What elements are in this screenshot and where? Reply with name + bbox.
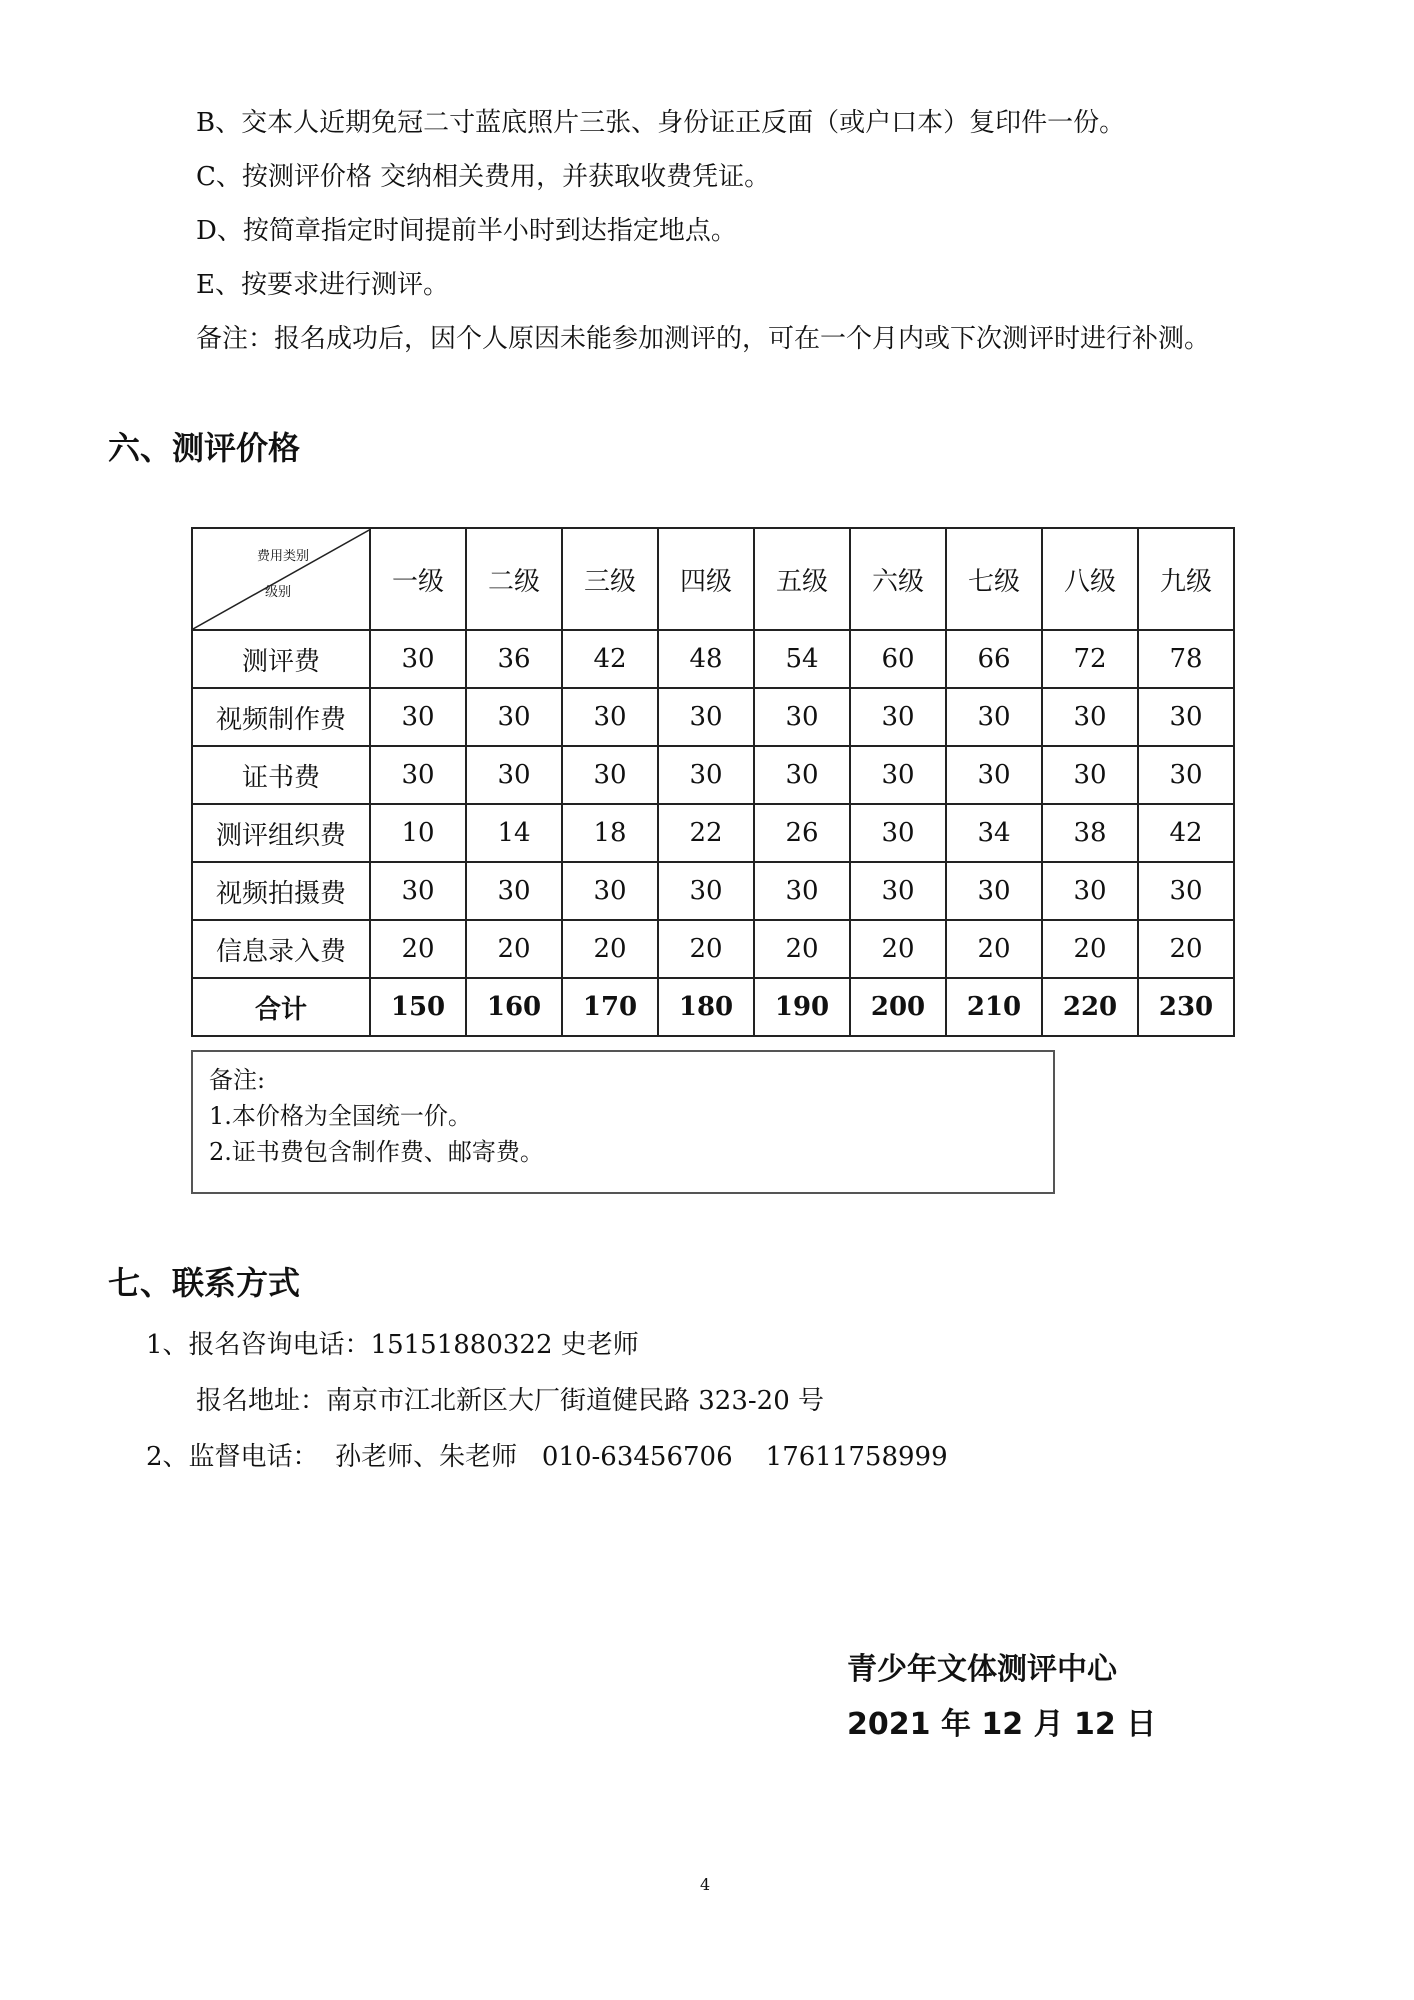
- table-cell: 160: [466, 978, 562, 1036]
- requirement-b: B、交本人近期免冠二寸蓝底照片三张、身份证正反面（或户口本）复印件一份。: [196, 108, 1126, 138]
- contact-address: 报名地址：南京市江北新区大厂街道健民路 323-20 号: [196, 1386, 825, 1416]
- notes-item: 2.证书费包含制作费、邮寄费。: [209, 1138, 544, 1166]
- table-cell: 30: [850, 746, 946, 804]
- table-cell: 20: [658, 920, 754, 978]
- table-cell: 20: [946, 920, 1042, 978]
- table-cell: 180: [658, 978, 754, 1036]
- table-row: [192, 746, 1234, 804]
- table-cell: 38: [1042, 804, 1138, 862]
- requirement-d: D、按简章指定时间提前半小时到达指定地点。: [196, 216, 737, 246]
- table-cell: 20: [1042, 920, 1138, 978]
- level-header: 八级: [1042, 528, 1138, 630]
- table-cell: 30: [1138, 862, 1234, 920]
- price-notes-box: [191, 1050, 1055, 1194]
- section-6-title: 六、测评价格: [108, 429, 301, 467]
- table-cell: 230: [1138, 978, 1234, 1036]
- table-cell: 20: [562, 920, 658, 978]
- table-cell: 200: [850, 978, 946, 1036]
- level-header: 一级: [370, 528, 466, 630]
- table-cell: 30: [946, 688, 1042, 746]
- table-cell: 30: [466, 746, 562, 804]
- supervision-phone: 2、监督电话： 孙老师、朱老师 010-63456706 17611758999: [146, 1442, 948, 1472]
- table-cell: 72: [1042, 630, 1138, 688]
- table-row: [192, 804, 1234, 862]
- table-cell: 30: [466, 688, 562, 746]
- level-header: 九级: [1138, 528, 1234, 630]
- table-cell: 30: [370, 688, 466, 746]
- table-cell: 78: [1138, 630, 1234, 688]
- table-cell: 30: [1042, 688, 1138, 746]
- table-cell: 210: [946, 978, 1042, 1036]
- requirement-e: E、按要求进行测评。: [196, 270, 449, 300]
- price-table-corner-cell: [192, 528, 370, 630]
- table-cell: 30: [562, 862, 658, 920]
- table-cell: 48: [658, 630, 754, 688]
- table-cell: 220: [1042, 978, 1138, 1036]
- table-cell: 30: [850, 804, 946, 862]
- contact-phone: 1、报名咨询电话：15151880322 史老师: [146, 1330, 639, 1360]
- table-cell: 30: [1042, 746, 1138, 804]
- table-cell: 30: [946, 746, 1042, 804]
- table-cell: 30: [946, 862, 1042, 920]
- level-header: 七级: [946, 528, 1042, 630]
- level-header: 五级: [754, 528, 850, 630]
- table-cell: 20: [1138, 920, 1234, 978]
- notes-item: 1.本价格为全国统一价。: [209, 1102, 472, 1130]
- row-label: 信息录入费: [192, 920, 370, 978]
- table-cell: 30: [370, 630, 466, 688]
- table-cell: 30: [1138, 746, 1234, 804]
- table-row: [192, 862, 1234, 920]
- table-cell: 30: [370, 862, 466, 920]
- table-cell: 60: [850, 630, 946, 688]
- row-label: 证书费: [192, 746, 370, 804]
- row-label: 测评费: [192, 630, 370, 688]
- price-table-header-row: [192, 528, 1234, 630]
- level-header: 二级: [466, 528, 562, 630]
- table-cell: 22: [658, 804, 754, 862]
- table-cell: 30: [754, 862, 850, 920]
- table-cell: 42: [1138, 804, 1234, 862]
- table-cell: 30: [466, 862, 562, 920]
- table-cell: 34: [946, 804, 1042, 862]
- table-row: [192, 630, 1234, 688]
- table-cell: 30: [658, 862, 754, 920]
- table-cell: 190: [754, 978, 850, 1036]
- requirement-c: C、按测评价格 交纳相关费用，并获取收费凭证。: [196, 162, 771, 192]
- table-cell: 30: [562, 746, 658, 804]
- table-cell: 54: [754, 630, 850, 688]
- table-row: [192, 688, 1234, 746]
- table-cell: 30: [850, 688, 946, 746]
- signature-date: 2021 年 12 月 12 日: [847, 1707, 1157, 1742]
- requirement-note: 备注：报名成功后，因个人原因未能参加测评的，可在一个月内或下次测评时进行补测。: [196, 324, 1211, 354]
- row-label: 测评组织费: [192, 804, 370, 862]
- table-cell: 18: [562, 804, 658, 862]
- table-cell: 20: [850, 920, 946, 978]
- table-cell: 20: [370, 920, 466, 978]
- table-total-row: [192, 978, 1234, 1036]
- table-cell: 42: [562, 630, 658, 688]
- price-table: [191, 527, 1235, 1037]
- table-cell: 30: [1138, 688, 1234, 746]
- diagonal-divider-icon: [193, 529, 371, 629]
- table-cell: 14: [466, 804, 562, 862]
- table-cell: 66: [946, 630, 1042, 688]
- table-cell: 36: [466, 630, 562, 688]
- table-cell: 30: [658, 746, 754, 804]
- table-cell: 30: [754, 688, 850, 746]
- table-cell: 150: [370, 978, 466, 1036]
- corner-label-fee-type: 费用类别: [256, 549, 309, 564]
- row-label: 视频制作费: [192, 688, 370, 746]
- signature-org: 青少年文体测评中心: [847, 1652, 1117, 1687]
- table-cell: 30: [370, 746, 466, 804]
- table-cell: 30: [754, 746, 850, 804]
- table-cell: 30: [1042, 862, 1138, 920]
- section-7-title: 七、联系方式: [108, 1264, 301, 1302]
- table-cell: 30: [658, 688, 754, 746]
- row-label: 合计: [192, 978, 370, 1036]
- table-cell: 30: [562, 688, 658, 746]
- level-header: 三级: [562, 528, 658, 630]
- row-label: 视频拍摄费: [192, 862, 370, 920]
- level-header: 六级: [850, 528, 946, 630]
- table-cell: 20: [466, 920, 562, 978]
- table-cell: 26: [754, 804, 850, 862]
- notes-title: 备注:: [209, 1066, 266, 1094]
- table-cell: 170: [562, 978, 658, 1036]
- corner-label-level: 级别: [265, 585, 292, 600]
- table-cell: 20: [754, 920, 850, 978]
- table-row: [192, 920, 1234, 978]
- level-header: 四级: [658, 528, 754, 630]
- table-cell: 30: [850, 862, 946, 920]
- table-cell: 10: [370, 804, 466, 862]
- page-number: 4: [700, 1875, 711, 1894]
